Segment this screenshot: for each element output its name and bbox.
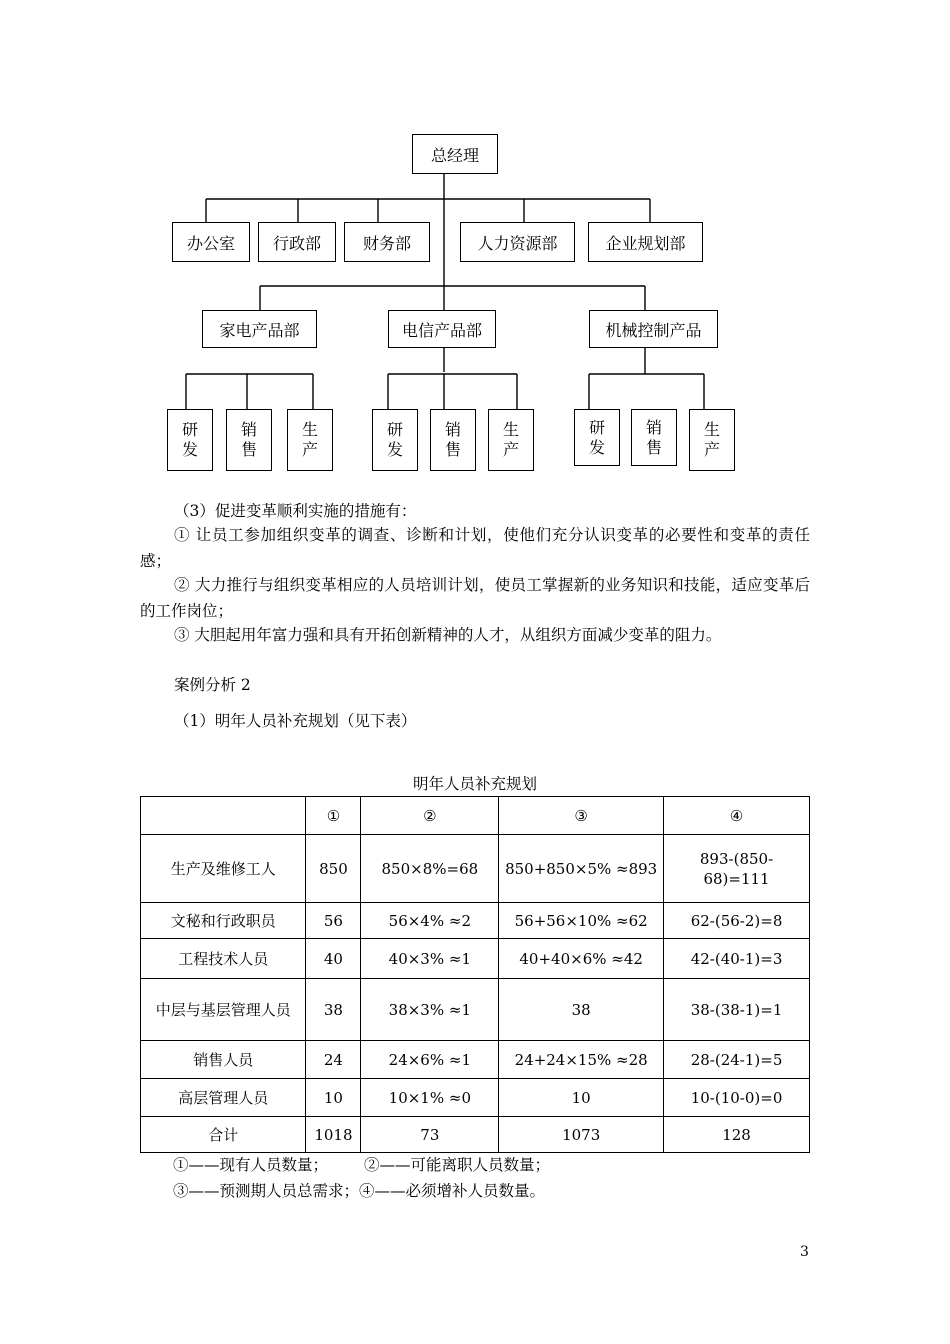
table-cell: 56+56×10% ≈62 — [499, 903, 664, 939]
table-row — [141, 979, 810, 1041]
table-cell: 38-(38-1)=1 — [664, 979, 810, 1041]
org-node-general-manager: 总经理 — [412, 134, 498, 174]
table-row — [141, 903, 810, 939]
note-1: ①——现有人员数量； — [173, 1156, 329, 1174]
org-node-unit: 研 发 — [167, 409, 213, 471]
table-cell: 128 — [664, 1117, 810, 1153]
table-cell: 销售人员 — [141, 1041, 306, 1079]
table-cell: 38 — [499, 979, 664, 1041]
table-cell: 文秘和行政职员 — [141, 903, 306, 939]
org-node-department: 企业规划部 — [588, 222, 703, 262]
table-cell: 24+24×15% ≈28 — [499, 1041, 664, 1079]
table-cell: 1073 — [499, 1117, 664, 1153]
org-node-division: 电信产品部 — [388, 310, 496, 348]
table-cell: 850+850×5% ≈893 — [499, 835, 664, 903]
table-cell: 合计 — [141, 1117, 306, 1153]
table-cell: 73 — [361, 1117, 499, 1153]
table-header-cell — [141, 797, 306, 835]
table-row — [141, 1041, 810, 1079]
table-row — [141, 1079, 810, 1117]
case-subtitle: （1）明年人员补充规划（见下表） — [174, 712, 417, 730]
measures-heading: （3）促进变革顺利实施的措施有： — [174, 502, 417, 520]
measures-item: ③ 大胆起用年富力强和具有开拓创新精神的人才，从组织方面减少变革的阻力。 — [174, 626, 722, 644]
table-cell: 生产及维修工人 — [141, 835, 306, 903]
table-row — [141, 835, 810, 903]
measures-item: ② 大力推行与组织变革相应的人员培训计划，使员工掌握新的业务知识和技能，适应变革后的工作岗位； — [140, 576, 810, 620]
table-cell: 56 — [306, 903, 361, 939]
table-cell: 38×3% ≈1 — [361, 979, 499, 1041]
table-cell: 850 — [306, 835, 361, 903]
measures-item: ① 让员工参加组织变革的调查、诊断和计划，使他们充分认识变革的必要性和变革的责任感； — [140, 526, 810, 570]
table-cell: 38 — [306, 979, 361, 1041]
table-cell: 中层与基层管理人员 — [141, 979, 306, 1041]
table-cell: 1018 — [306, 1117, 361, 1153]
org-node-unit: 研 发 — [574, 409, 620, 466]
table-header-cell: ③ — [499, 797, 664, 835]
table-cell: 10-(10-0)=0 — [664, 1079, 810, 1117]
table-cell: 42-(40-1)=3 — [664, 939, 810, 979]
table-header-cell: ④ — [664, 797, 810, 835]
table-header-row — [141, 797, 810, 835]
table-cell: 28-(24-1)=5 — [664, 1041, 810, 1079]
staffing-plan-table — [140, 796, 810, 1153]
table-cell: 40×3% ≈1 — [361, 939, 499, 979]
org-node-division: 机械控制产品 — [589, 310, 718, 348]
table-cell: 893-(850-68)=111 — [664, 835, 810, 903]
table-cell: 10 — [306, 1079, 361, 1117]
table-cell: 24×6% ≈1 — [361, 1041, 499, 1079]
table-cell: 高层管理人员 — [141, 1079, 306, 1117]
table-cell: 10 — [499, 1079, 664, 1117]
note-3-4: ③——预测期人员总需求；④——必须增补人员数量。 — [173, 1182, 546, 1200]
org-node-unit: 生 产 — [287, 409, 333, 471]
org-node-unit: 销 售 — [631, 409, 677, 466]
org-node-division: 家电产品部 — [202, 310, 317, 348]
table-cell: 56×4% ≈2 — [361, 903, 499, 939]
table-total-row — [141, 1117, 810, 1153]
table-caption: 明年人员补充规划 — [412, 775, 537, 793]
org-node-unit: 研 发 — [372, 409, 418, 471]
note-2: ②——可能离职人员数量； — [364, 1156, 551, 1174]
org-node-department: 财务部 — [344, 222, 430, 262]
page-number: 3 — [800, 1244, 809, 1260]
table-cell: 40+40×6% ≈42 — [499, 939, 664, 979]
org-node-unit: 销 售 — [226, 409, 272, 471]
table-cell: 62-(56-2)=8 — [664, 903, 810, 939]
org-node-department: 人力资源部 — [460, 222, 575, 262]
org-node-unit: 销 售 — [430, 409, 476, 471]
case-title: 案例分析 2 — [174, 676, 251, 694]
org-node-unit: 生 产 — [689, 409, 735, 471]
table-notes — [173, 1152, 550, 1204]
org-node-unit: 生 产 — [488, 409, 534, 471]
org-node-department: 办公室 — [172, 222, 250, 262]
table-row — [141, 939, 810, 979]
table-header-cell: ② — [361, 797, 499, 835]
table-cell: 10×1% ≈0 — [361, 1079, 499, 1117]
table-cell: 工程技术人员 — [141, 939, 306, 979]
table-cell: 24 — [306, 1041, 361, 1079]
table-cell: 40 — [306, 939, 361, 979]
table-cell: 850×8%=68 — [361, 835, 499, 903]
table-header-cell: ① — [306, 797, 361, 835]
org-node-department: 行政部 — [258, 222, 336, 262]
